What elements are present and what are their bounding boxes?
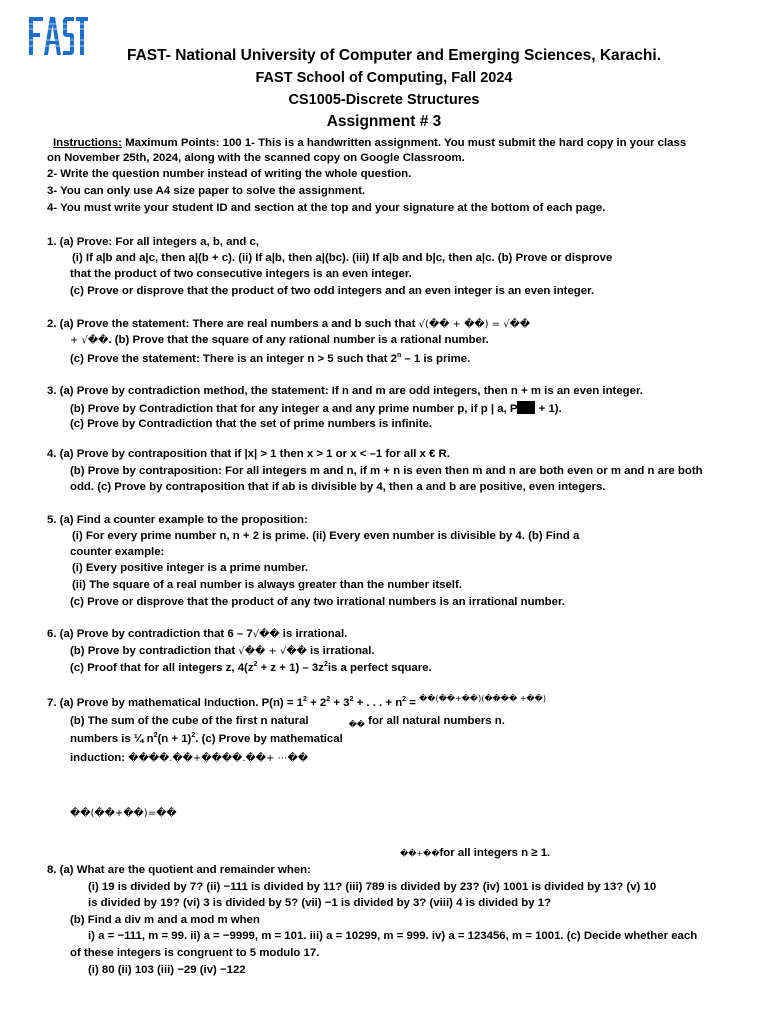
instructions-line-5: 4- You must write your student ID and section at the top and your signature at the bottom of each page. [47,202,606,214]
q2-line-2 [70,333,489,348]
q5-line-5: (ii) The square of a real number is always greater than the number itself. [72,579,462,591]
q7-line-6 [400,846,550,861]
q2-formula-2: + √�� [70,335,109,346]
instructions-label: Instructions: [53,137,122,149]
q8-line-1: 8. (a) What are the quotient and remainder when: [47,864,311,876]
q7-formula-3: ����.��+����.��+ ⋯�� [128,753,309,764]
q2-line-3 [70,352,470,366]
q7-sup-2: 2 [326,696,331,704]
q1-line-3: that the product of two consecutive integers is an even integer. [70,268,412,280]
q7-line-4 [70,751,308,766]
q6-line-1-text: 6. (a) Prove by contradiction that 6 – 7 [47,628,253,640]
q1-line-1: 1. (a) Prove: For all integers a, b, and c, [47,236,260,248]
q4-line-1: 4. (a) Prove by contraposition that if |x| > 1 then x > 1 or x < –1 for all x € R. [47,448,450,460]
university-title: FAST- National University of Computer and Emerging Sciences, Karachi. [126,47,662,64]
q6-formula-1: √�� [252,629,280,640]
q3-line-2-text: (b) Prove by Contradiction that for any integer a and any prime number p, if p | a, P [70,403,518,415]
q5-line-1: 5. (a) Find a counter example to the proposition: [47,514,308,526]
instructions-line-4: 3- You can only use A4 size paper to solve the assignment. [47,185,366,197]
q7-line-2-end: for all natural numbers n. [364,715,505,727]
q7-sup-4: 2 [402,696,407,704]
q7-line-6-text: for all integers n ≥ 1. [439,847,551,859]
q7-sup-6: 2 [191,732,196,740]
q5-line-2: (i) For every prime number n, n + 2 is prime. (ii) Every even number is divisible by 4. (b) Find a [72,530,580,542]
instructions-line-1 [53,136,686,150]
q6-sup-1: 2 [253,661,258,669]
q2-sup-n: n [396,352,402,360]
q7-line-4-text: induction: [70,752,129,764]
q6-line-3-end: is a perfect square. [327,662,432,674]
q7-formula-4: ��(��+��)=�� [70,808,177,819]
instructions-line-3: 2- Write the question number instead of writing the whole question. [47,168,412,180]
q7-line-2-text: (b) The sum of the cube of the first n natural [70,715,309,727]
q7-line-1-b: + 2 [306,697,327,709]
assignment-title: Assignment # 3 [326,113,442,130]
q2-line-1-text: 2. (a) Prove the statement: There are real numbers a and b such that [47,318,419,330]
q6-line-1 [47,627,347,642]
q1-line-4: (c) Prove or disprove that the product of two odd integers and an even integer is an even integer. [70,285,595,297]
q3-line-2 [70,401,562,416]
q3-line-1: 3. (a) Prove by contradiction method, the statement: If n and m are odd integers, then n + m is an even integer. [47,385,643,397]
q6-line-3-text: (c) Proof that for all integers z, 4(z [70,662,254,674]
q4-line-2: (b) Prove by contraposition: For all integers m and n, if m + n is even then m and n are both even or m and n are both [70,465,703,477]
q8-line-6: of these integers is congruent to 5 modulo 17. [70,947,320,959]
q7-line-3-text: numbers is ¼ n [70,733,154,745]
q7-sup-1: 2 [303,696,307,704]
q8-line-3: is divided by 19? (vi) 3 is divided by 5? (vii) −1 is divided by 3? (viii) 4 is divided by 1? [88,897,552,909]
q7-formula-5: ��+�� [400,849,440,858]
q6-line-3-mid: + z + 1) – 3z [257,662,324,674]
q6-line-2-text: (b) Prove by contradiction that [70,645,239,657]
q7-formula-2: �� [348,720,365,729]
q7-line-1 [47,692,546,710]
q7-line-3-end: . (c) Prove by mathematical [195,733,343,745]
q7-sup-5: 2 [153,732,158,740]
q6-line-2-end: is irrational. [306,645,375,657]
q2-line-3-end: – 1 is prime. [401,353,471,365]
q8-line-7: (i) 80 (ii) 103 (iii) −29 (iv) −122 [88,964,246,976]
instructions-text: Maximum Points: 100 1- This is a handwritten assignment. You must submit the hard copy in your class [121,137,687,149]
q2-line-2-text: . (b) Prove that the square of any rational number is a rational number. [108,334,489,346]
q2-line-3-text: (c) Prove the statement: There is an integer n > 5 such that 2 [70,353,397,365]
redaction-box [517,401,535,414]
q3-line-3: (c) Prove by Contradiction that the set of prime numbers is infinite. [70,418,433,430]
q7-line-5 [70,806,177,821]
q5-line-6: (c) Prove or disprove that the product of any two irrational numbers is an irrational number. [70,596,565,608]
q5-line-3: counter example: [70,546,165,558]
q7-line-1-d: + . . . + n [353,697,403,709]
school-title: FAST School of Computing, Fall 2024 [255,70,513,86]
q7-line-1-text: 7. (a) Prove by mathematical Induction. P(n) = 1 [47,697,304,709]
q8-line-2: (i) 19 is divided by 7? (ii) −111 is divided by 11? (iii) 789 is divided by 23? (iv) 1001 is divided by 13? (v) 10 [88,881,657,893]
q8-line-5: i) a = −111, m = 99. ii) a = −9999, m = 101. iii) a = 10299, m = 999. iv) a = 123456, m = 1001. (c) Decide whether each [88,930,698,942]
q7-line-1-c: + 3 [330,697,350,709]
q3-line-2-end: + 1). [535,403,562,415]
q4-line-3: odd. (c) Prove by contraposition that if ab is divisible by 4, then a and b are positive, even integers. [70,481,606,493]
q7-line-3-mid: (n + 1) [157,733,192,745]
q7-line-2 [70,714,505,732]
q7-sup-3: 2 [349,696,354,704]
instructions-line-2: on November 25th, 2024, along with the scanned copy on Google Classroom. [47,152,465,164]
q8-line-4: (b) Find a div m and a mod m when [70,914,260,926]
q5-line-4: (i) Every positive integer is a prime number. [72,562,309,574]
q1-line-2: (i) If a|b and a|c, then a|(b + c). (ii) If a|b, then a|(bc). (iii) If a|b and b|c, then a|c. (b) Prove or disprove [72,252,613,264]
course-title: CS1005-Discrete Structures [288,92,480,108]
q7-line-3 [70,732,343,746]
q6-line-3 [70,661,432,675]
q2-line-1 [47,317,530,332]
q2-formula-1: √(�� + ��) = √�� [418,319,531,330]
q7-line-1-e: = [406,697,420,709]
q6-line-2 [70,644,375,659]
q6-sup-2: 2 [323,661,328,669]
q7-formula-1: ��(��+��)(���� +��) [419,694,546,703]
q6-line-1-end: is irrational. [279,628,348,640]
q6-formula-2: √�� + √�� [238,646,307,657]
